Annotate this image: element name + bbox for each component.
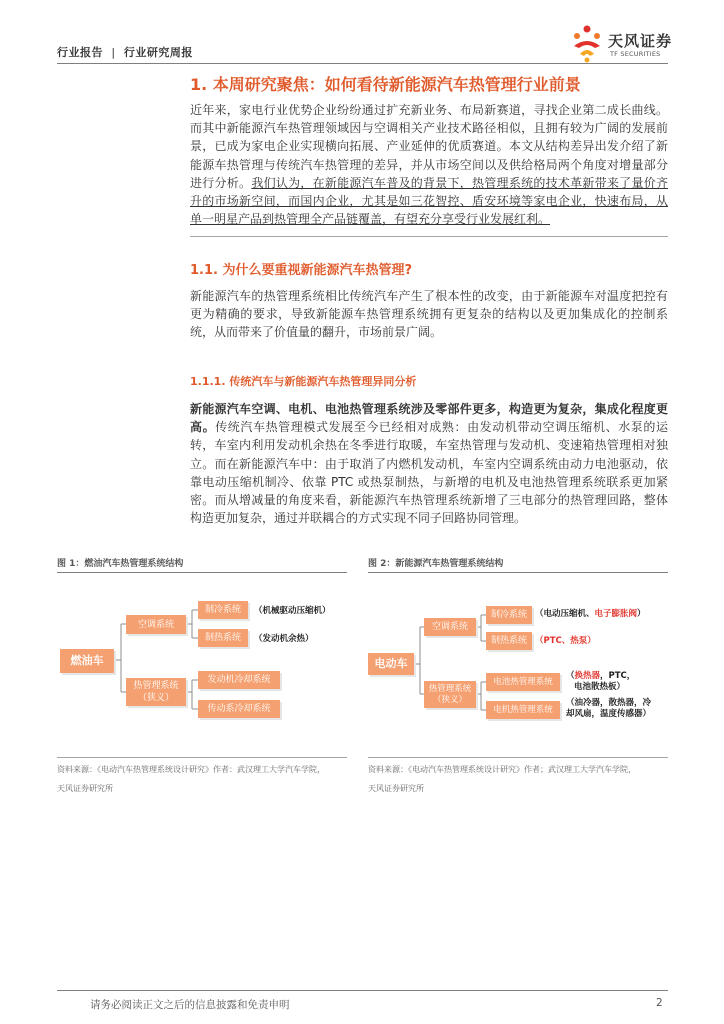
fig2-heating-node: 制热系统 <box>486 632 532 650</box>
figure-2-title: 图 2：新能源汽车热管理系统结构 <box>368 559 504 569</box>
fig1-heating-node: 制热系统 <box>198 629 248 647</box>
figure-1-source-line-1: 资料来源：《电动汽车热管理系统设计研究》作者：武汉理工大学汽车学院， <box>57 765 325 774</box>
figure-2-source <box>368 760 636 798</box>
fig1-heating-note: （发动机余热） <box>254 634 314 644</box>
fig2-battery-note-line-2: 电池散热板） <box>574 681 626 692</box>
section-1-paragraph <box>190 101 668 228</box>
page-number: 2 <box>656 997 663 1009</box>
header-divider <box>57 63 668 64</box>
logo-english-name: TF SECURITIES <box>610 50 661 58</box>
fig1-tms-node <box>126 678 186 706</box>
section-1-1-1-paragraph <box>190 400 668 527</box>
figure-2-diagram <box>368 580 673 730</box>
fig1-engine-cooling-node: 发动机冷却系统 <box>198 671 280 689</box>
report-type: 行业报告 <box>57 46 103 59</box>
fig2-battery-note-line-1 <box>566 671 635 682</box>
fig2-motor-tms-node: 电机热管理系统 <box>486 701 560 719</box>
fig1-ac-system-node: 空调系统 <box>126 615 186 634</box>
fig2-motor-note <box>566 698 651 719</box>
section-divider <box>190 236 668 237</box>
fig2-motor-note-line-2: 却风扇，温度传感器） <box>566 708 652 719</box>
report-header <box>57 44 193 60</box>
figure-2-source-line-2: 天风证券研究所 <box>368 784 424 793</box>
fig2-tms-node <box>424 681 476 708</box>
fig2-battery-note <box>566 671 635 692</box>
figure-1-source <box>57 760 325 798</box>
fig2-cooling-note <box>535 609 646 620</box>
fig2-cooling-note-a: （电动压缩机、 <box>535 609 595 619</box>
fig2-motor-note-line-1: （油冷器，散热器，冷 <box>566 698 652 708</box>
fig1-cooling-node: 制冷系统 <box>198 601 248 619</box>
tf-logo-icon <box>568 24 606 64</box>
company-logo <box>568 24 678 64</box>
section-1-1-1-lead: 新能源汽车空调、电机、电池热管理系统涉及零部件更多，构造更为复杂，集成化程度更高。 <box>190 402 668 435</box>
fig1-transmission-cooling-node: 传动系冷却系统 <box>198 700 280 718</box>
header-separator: | <box>111 46 116 59</box>
section-1-title: 1. 本周研究聚焦：如何看待新能源汽车热管理行业前景 <box>190 75 581 94</box>
fig2-tms-label: 热管理系统 <box>428 683 472 694</box>
section-1-1-paragraph: 新能源汽车的热管理系统相比传统汽车产生了根本性的改变，由于新能源车对温度把控有更为精确的要求，导致新能源车热管理系统拥有更复杂的结构以及更加集成化的控制系统，从而带来了价值量的翻升，市场前景广阔。 <box>190 289 668 340</box>
section-1-1-1-title: 1.1.1. 传统汽车与新能源汽车热管理异同分析 <box>190 375 417 388</box>
fig2-heating-note: （PTC、热泵） <box>535 636 596 646</box>
electric-vehicle-node: 电动车 <box>368 653 414 675</box>
logo-chinese-name: 天风证券 <box>608 32 673 50</box>
figure-1-diagram <box>57 580 352 730</box>
fig1-tms-sub-label: （狭义） <box>137 693 174 703</box>
fig1-tms-label: 热管理系统 <box>133 681 179 691</box>
fig2-cooling-note-highlight: 电子膨胀阀 <box>594 609 638 619</box>
fig2-tms-sub-label: （狭义） <box>432 694 467 705</box>
report-subtype: 行业研究周报 <box>123 46 193 59</box>
figure-1-bottom-rule <box>57 757 347 758</box>
figure-1-title: 图 1：燃油汽车热管理系统结构 <box>57 559 184 569</box>
section-1-text: 近年来，家电行业优势企业纷纷通过扩充新业务、布局新赛道，寻找企业第二成长曲线。而其中新能源汽车热管理领域因与空调相关产业技术路径相似，且拥有较为广阔的发展前景，已成为家电企业实现横向拓展、产业延伸的优质赛道。本文从结构差异出发介绍了新能源车热管理与传统汽车热管理的差异，并从市场空间以及供给格局两个角度对增量部分进行分析。 <box>190 103 668 190</box>
fig2-battery-note-highlight: 换热器 <box>574 671 601 681</box>
fig2-ac-system-node: 空调系统 <box>424 618 476 636</box>
fuel-vehicle-node: 燃油车 <box>60 649 114 673</box>
footer-disclaimer: 请务必阅读正文之后的信息披露和免责申明 <box>90 999 290 1011</box>
fig2-battery-note-a: （ <box>566 671 575 681</box>
footer-divider <box>57 990 668 991</box>
figure-2-source-line-1: 资料来源：《电动汽车热管理系统设计研究》作者；武汉理工大学汽车学院， <box>368 765 636 774</box>
section-1-conclusion: 我们认为，在新能源汽车普及的背景下，热管理系统的技术革新带来了量价齐升的市场新空间，而国内企业，尤其是如三花智控、盾安环境等家电企业，快速布局，从单一明星产品到热管理全产品链覆盖，有望充分享受行业发展红利。 <box>190 175 668 227</box>
fig2-battery-tms-node: 电池热管理系统 <box>486 673 560 691</box>
figure-1-top-rule <box>57 572 347 573</box>
fig2-cooling-node: 制冷系统 <box>486 606 532 624</box>
figure-2-bottom-rule <box>368 757 668 758</box>
section-1-1-title: 1.1. 为什么要重视新能源汽车热管理? <box>190 263 413 278</box>
fig2-cooling-note-c: ） <box>637 609 646 619</box>
fig2-battery-note-c: ，PTC， <box>600 671 636 681</box>
figure-2-top-rule <box>368 572 668 573</box>
fig1-cooling-note: （机械驱动压缩机） <box>254 606 331 616</box>
section-1-1-1-text: 传统汽车热管理模式发展至今已经相对成熟：由发动机带动空调压缩机、水泵的运转，车室内利用发动机余热在冬季进行取暖，车室热管理与发动机、变速箱热管理相对独立。而在新能源汽车中：由于取消了内燃机发动机，车室内空调系统由动力电池驱动，依靠电动压缩机制冷、依靠 PTC 或热泵制热，与新增的电机及电池热管理系统联系更加紧密。而从增减量的角度来看，新能源汽车热管理系统新增了三电部分的热管理回路，整体构造更加复杂，通过并联耦合的方式实现不同子回路协同管理。 <box>190 420 668 526</box>
figure-1-source-line-2: 天风证券研究所 <box>57 784 113 793</box>
